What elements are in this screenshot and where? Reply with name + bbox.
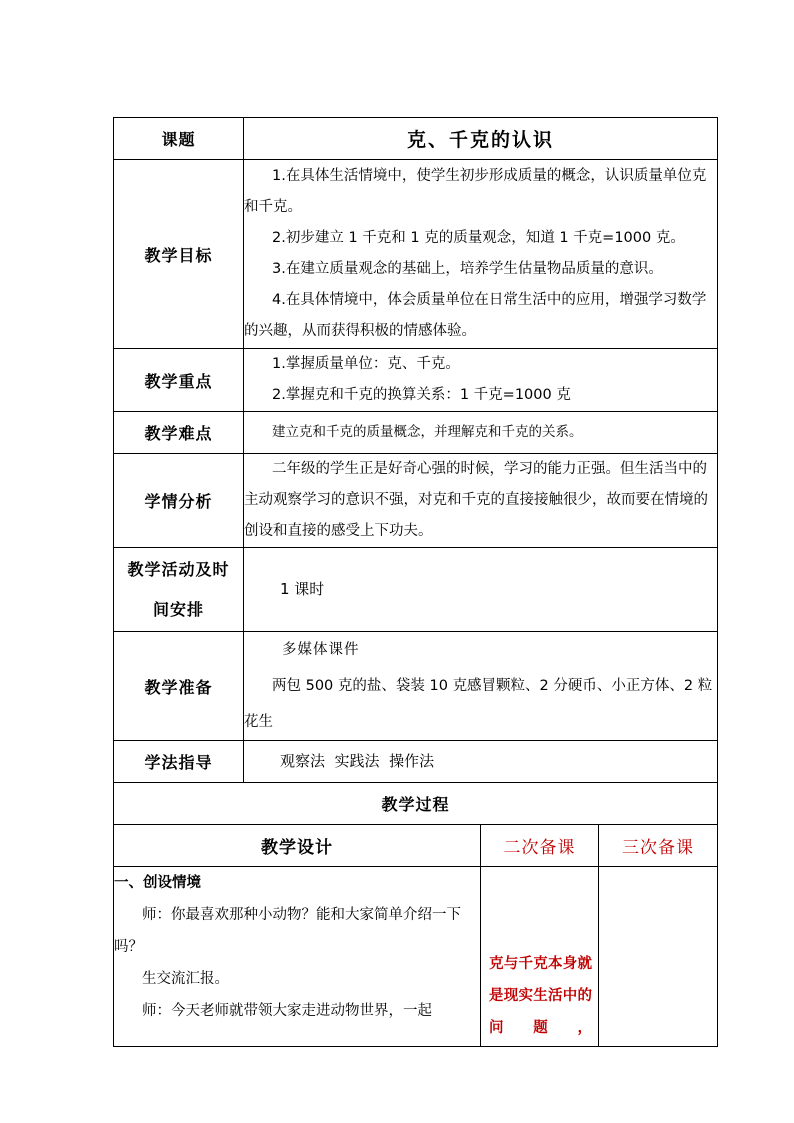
key-point-item: 1.掌握质量单位：克、千克。 [272,356,460,372]
difficulties-content [244,412,718,454]
lesson-plan-table [113,117,718,1047]
design-content [114,867,481,1047]
column-header-third-prep: 三次备课 [599,825,718,867]
objectives-label: 教学目标 [114,160,244,349]
row-difficulties [114,412,718,454]
methods-text: 观察法 实践法 操作法 [280,752,435,770]
row-process-headers [114,825,718,867]
row-analysis [114,454,718,548]
course-title: 克、千克的认识 [244,118,718,160]
objective-item: 3.在建立质量观念的基础上，培养学生估量物品质量的意识。 [272,261,663,277]
row-process-body [114,867,718,1047]
analysis-content [244,454,718,548]
objectives-content [244,160,718,349]
course-label: 课题 [114,118,244,160]
schedule-label [114,548,244,632]
preparation-line1: 多媒体课件 [282,642,360,658]
difficulties-label: 教学难点 [114,412,244,454]
preparation-line2: 两包 500 克的盐、袋装 10 克感冒颗粒、2 分硬币、小正方体、2 粒花生 [244,678,713,730]
third-prep-content [599,867,718,1047]
preparation-label: 教学准备 [114,632,244,741]
row-preparation [114,632,718,741]
schedule-text: 1 课时 [280,580,325,598]
row-course-title [114,118,718,160]
objective-item: 4.在具体情境中，体会质量单位在日常生活中的应用，增强学习数学的兴趣，从而获得积极的情感体验。 [244,292,707,339]
objective-item: 1.在具体生活情境中，使学生初步形成质量的概念，认识质量单位克和千克。 [244,168,707,215]
key-points-label: 教学重点 [114,349,244,412]
second-prep-content [481,867,599,1047]
key-points-content [244,349,718,412]
preparation-content [244,632,718,741]
analysis-text: 二年级的学生正是好奇心强的时候，学习的能力正强。但生活当中的主动观察学习的意识不强，对克和千克的直接接触很少，故而要在情境的创设和直接的感受上下功夫。 [244,461,708,539]
difficulties-text: 建立克和千克的质量概念，并理解克和千克的关系。 [272,424,583,440]
design-line: 师：你最喜欢那种小动物？能和大家简单介绍一下吗？ [114,907,461,955]
methods-content [244,741,718,783]
schedule-label-line1: 教学活动及时 [127,559,230,579]
design-line: 师：今天老师就带领大家走进动物世界，一起 [142,1003,432,1019]
methods-label: 学法指导 [114,741,244,783]
analysis-label: 学情分析 [114,454,244,548]
schedule-label-line2: 间安排 [152,599,204,619]
design-line: 生交流汇报。 [142,971,229,987]
objective-item: 2.初步建立 1 千克和 1 克的质量观念，知道 1 千克=1000 克。 [272,230,685,246]
process-title: 教学过程 [114,783,718,825]
row-schedule [114,548,718,632]
row-methods [114,741,718,783]
row-objectives [114,160,718,349]
key-point-item: 2.掌握克和千克的换算关系：1 千克=1000 克 [272,387,571,403]
section-title: 一、创设情境 [114,875,201,891]
column-header-second-prep: 二次备课 [481,825,599,867]
second-prep-note: 克与千克本身就是现实生活中的问题， [489,956,592,1036]
row-key-points [114,349,718,412]
schedule-content [244,548,718,632]
row-process-title [114,783,718,825]
column-header-design: 教学设计 [114,825,481,867]
